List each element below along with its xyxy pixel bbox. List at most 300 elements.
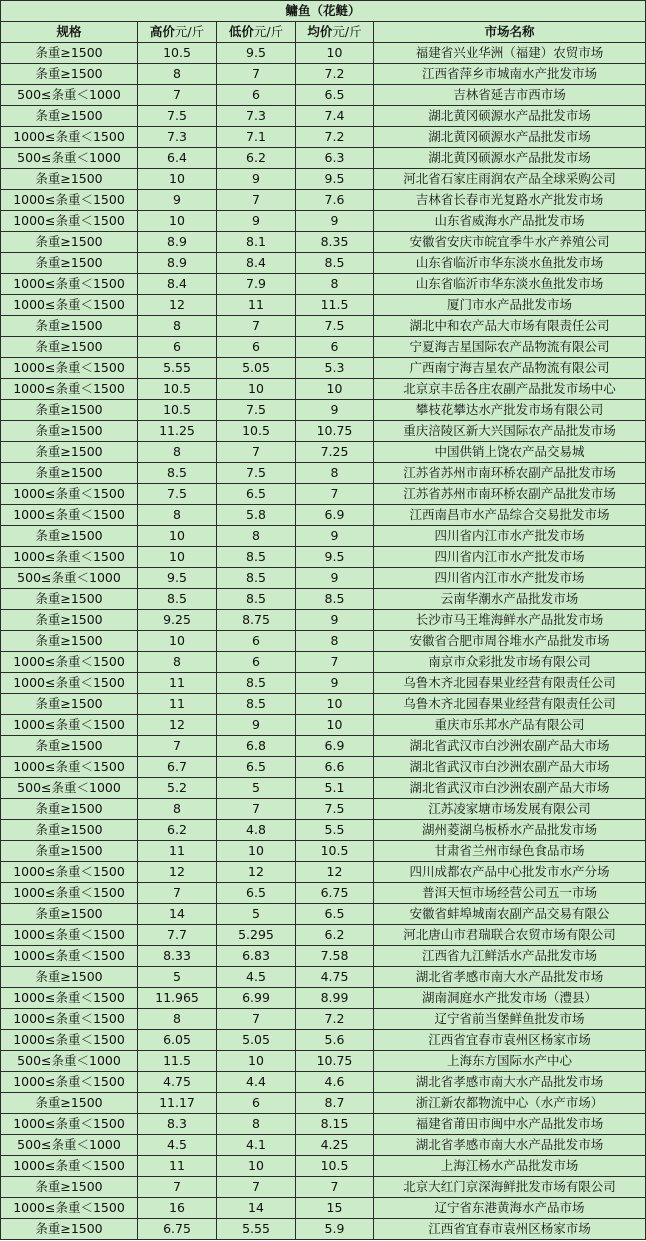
cell-spec: 条重≥1500	[1, 736, 138, 757]
cell-high-price: 8	[138, 64, 217, 85]
cell-spec: 条重≥1500	[1, 631, 138, 652]
cell-high-price: 4.75	[138, 1072, 217, 1093]
table-row	[1, 1093, 646, 1114]
cell-low-price: 4.5	[217, 967, 296, 988]
table-row	[1, 169, 646, 190]
cell-market: 四川省内江市水产批发市场	[374, 568, 646, 589]
cell-high-price: 11	[138, 1156, 217, 1177]
table-row	[1, 610, 646, 631]
cell-avg-price: 10	[296, 379, 374, 400]
cell-spec: 1000≤条重＜1500	[1, 1072, 138, 1093]
cell-low-price: 10	[217, 841, 296, 862]
cell-market: 河北唐山市君瑞联合农贸市场有限公司	[374, 925, 646, 946]
table-row	[1, 442, 646, 463]
cell-avg-price: 9	[296, 673, 374, 694]
cell-high-price: 10	[138, 631, 217, 652]
cell-low-price: 7.3	[217, 106, 296, 127]
cell-avg-price: 8	[296, 631, 374, 652]
cell-avg-price: 5.6	[296, 1030, 374, 1051]
cell-spec: 条重≥1500	[1, 316, 138, 337]
cell-market: 福建省兴业华洲（福建）农贸市场	[374, 43, 646, 64]
cell-spec: 条重≥1500	[1, 400, 138, 421]
table-row	[1, 883, 646, 904]
table-row	[1, 316, 646, 337]
cell-spec: 1000≤条重＜1500	[1, 988, 138, 1009]
cell-avg-price: 8.5	[296, 253, 374, 274]
table-row	[1, 64, 646, 85]
cell-market: 厦门市水产品批发市场	[374, 295, 646, 316]
cell-avg-price: 10.5	[296, 1156, 374, 1177]
cell-market: 安徽省合肥市周谷堆水产品批发市场	[374, 631, 646, 652]
cell-market: 中国供销上饶农产品交易城	[374, 442, 646, 463]
cell-avg-price: 12	[296, 862, 374, 883]
table-row	[1, 253, 646, 274]
cell-low-price: 7	[217, 799, 296, 820]
cell-low-price: 5.55	[217, 1219, 296, 1240]
cell-spec: 1000≤条重＜1500	[1, 715, 138, 736]
cell-high-price: 7.5	[138, 484, 217, 505]
cell-market: 湖南洞庭水产批发市场（澧县）	[374, 988, 646, 1009]
cell-low-price: 4.1	[217, 1135, 296, 1156]
cell-market: 安徽省蚌埠城南农副产品交易有限公	[374, 904, 646, 925]
cell-spec: 1000≤条重＜1500	[1, 946, 138, 967]
cell-spec: 条重≥1500	[1, 64, 138, 85]
table-row	[1, 652, 646, 673]
cell-spec: 条重≥1500	[1, 841, 138, 862]
cell-low-price: 12	[217, 862, 296, 883]
cell-spec: 500≤条重＜1000	[1, 1135, 138, 1156]
cell-avg-price: 10.5	[296, 841, 374, 862]
table-row	[1, 505, 646, 526]
table-row	[1, 589, 646, 610]
header-spec: 规格	[1, 22, 138, 43]
cell-market: 甘肃省兰州市绿色食品市场	[374, 841, 646, 862]
table-row	[1, 1198, 646, 1219]
cell-spec: 条重≥1500	[1, 169, 138, 190]
cell-spec: 500≤条重＜1000	[1, 148, 138, 169]
cell-avg-price: 6.3	[296, 148, 374, 169]
cell-spec: 1000≤条重＜1500	[1, 925, 138, 946]
cell-market: 山东省临沂市华东淡水鱼批发市场	[374, 253, 646, 274]
cell-market: 湖北省武汉市白沙洲农副产品大市场	[374, 757, 646, 778]
cell-spec: 条重≥1500	[1, 526, 138, 547]
table-row	[1, 295, 646, 316]
cell-high-price: 9.25	[138, 610, 217, 631]
cell-avg-price: 6.75	[296, 883, 374, 904]
cell-spec: 500≤条重＜1000	[1, 1051, 138, 1072]
cell-high-price: 8	[138, 316, 217, 337]
cell-spec: 1000≤条重＜1500	[1, 127, 138, 148]
cell-spec: 条重≥1500	[1, 967, 138, 988]
cell-spec: 条重≥1500	[1, 820, 138, 841]
cell-low-price: 8.5	[217, 568, 296, 589]
cell-low-price: 6.2	[217, 148, 296, 169]
header-avg-unit: 元/斤	[332, 24, 362, 39]
cell-low-price: 9	[217, 211, 296, 232]
cell-spec: 条重≥1500	[1, 232, 138, 253]
cell-high-price: 7.3	[138, 127, 217, 148]
table-row	[1, 421, 646, 442]
cell-low-price: 4.4	[217, 1072, 296, 1093]
cell-market: 江西南昌市水产品综合交易批发市场	[374, 505, 646, 526]
table-row	[1, 148, 646, 169]
cell-high-price: 5.55	[138, 358, 217, 379]
cell-market: 宁夏海吉星国际农产品物流有限公司	[374, 337, 646, 358]
cell-avg-price: 10.75	[296, 421, 374, 442]
cell-spec: 条重≥1500	[1, 1093, 138, 1114]
cell-spec: 条重≥1500	[1, 589, 138, 610]
cell-spec: 1000≤条重＜1500	[1, 211, 138, 232]
cell-low-price: 6.5	[217, 883, 296, 904]
cell-market: 湖州菱湖乌板桥水产品批发市场	[374, 820, 646, 841]
cell-low-price: 7.9	[217, 274, 296, 295]
cell-low-price: 8.75	[217, 610, 296, 631]
table-row	[1, 85, 646, 106]
cell-avg-price: 8	[296, 463, 374, 484]
cell-low-price: 8.5	[217, 694, 296, 715]
cell-high-price: 10	[138, 547, 217, 568]
cell-high-price: 10.5	[138, 400, 217, 421]
cell-low-price: 6	[217, 652, 296, 673]
cell-high-price: 10	[138, 211, 217, 232]
cell-high-price: 11.17	[138, 1093, 217, 1114]
cell-market: 普洱天恒市场经营公司五一市场	[374, 883, 646, 904]
cell-high-price: 8.5	[138, 463, 217, 484]
cell-avg-price: 8.99	[296, 988, 374, 1009]
cell-high-price: 8.5	[138, 589, 217, 610]
cell-low-price: 6.5	[217, 484, 296, 505]
cell-high-price: 16	[138, 1198, 217, 1219]
table-row	[1, 1114, 646, 1135]
cell-spec: 条重≥1500	[1, 43, 138, 64]
cell-market: 四川省内江市水产批发市场	[374, 547, 646, 568]
cell-low-price: 7	[217, 316, 296, 337]
cell-high-price: 8	[138, 442, 217, 463]
cell-spec: 1000≤条重＜1500	[1, 673, 138, 694]
cell-high-price: 7.5	[138, 106, 217, 127]
cell-high-price: 8	[138, 799, 217, 820]
cell-spec: 1000≤条重＜1500	[1, 1156, 138, 1177]
cell-high-price: 7	[138, 883, 217, 904]
header-high-label: 高价	[149, 24, 175, 39]
table-row	[1, 1009, 646, 1030]
cell-avg-price: 7.2	[296, 1009, 374, 1030]
cell-market: 安徽省安庆市皖宜季牛水产养殖公司	[374, 232, 646, 253]
cell-spec: 1000≤条重＜1500	[1, 505, 138, 526]
cell-market: 长沙市马王堆海鲜水产品批发市场	[374, 610, 646, 631]
cell-high-price: 6.05	[138, 1030, 217, 1051]
cell-avg-price: 15	[296, 1198, 374, 1219]
header-market: 市场名称	[374, 22, 646, 43]
cell-avg-price: 8	[296, 274, 374, 295]
cell-low-price: 10	[217, 1051, 296, 1072]
cell-avg-price: 11.5	[296, 295, 374, 316]
table-row	[1, 946, 646, 967]
header-high-unit: 元/斤	[174, 24, 205, 39]
cell-avg-price: 5.3	[296, 358, 374, 379]
cell-high-price: 6	[138, 337, 217, 358]
cell-market: 江西省宜春市袁州区杨家市场	[374, 1030, 646, 1051]
cell-low-price: 7	[217, 1009, 296, 1030]
cell-spec: 1000≤条重＜1500	[1, 295, 138, 316]
cell-spec: 500≤条重＜1000	[1, 568, 138, 589]
cell-market: 湖北黄冈硕源水产品批发市场	[374, 127, 646, 148]
cell-spec: 1000≤条重＜1500	[1, 358, 138, 379]
cell-market: 湖北中和农产品大市场有限责任公司	[374, 316, 646, 337]
cell-low-price: 5.05	[217, 358, 296, 379]
cell-high-price: 12	[138, 715, 217, 736]
cell-spec: 条重≥1500	[1, 799, 138, 820]
cell-avg-price: 7.2	[296, 127, 374, 148]
cell-market: 河北省石家庄雨润农产品全球采购公司	[374, 169, 646, 190]
cell-market: 乌鲁木齐北园春果业经营有限责任公司	[374, 694, 646, 715]
cell-market: 乌鲁木齐北园春果业经营有限责任公司	[374, 673, 646, 694]
table-row	[1, 631, 646, 652]
cell-low-price: 8.5	[217, 589, 296, 610]
table-row	[1, 988, 646, 1009]
cell-high-price: 6.4	[138, 148, 217, 169]
cell-spec: 1000≤条重＜1500	[1, 190, 138, 211]
table-row	[1, 274, 646, 295]
cell-avg-price: 10	[296, 715, 374, 736]
cell-low-price: 6	[217, 1093, 296, 1114]
cell-spec: 条重≥1500	[1, 1177, 138, 1198]
table-row	[1, 484, 646, 505]
cell-high-price: 8.3	[138, 1114, 217, 1135]
header-low-label: 低价	[228, 24, 254, 39]
cell-high-price: 8.33	[138, 946, 217, 967]
cell-market: 江西省宜春市袁州区杨家市场	[374, 1219, 646, 1240]
cell-high-price: 6.2	[138, 820, 217, 841]
cell-avg-price: 6.5	[296, 85, 374, 106]
cell-market: 云南华潮水产品批发市场	[374, 589, 646, 610]
cell-spec: 条重≥1500	[1, 694, 138, 715]
cell-low-price: 6	[217, 85, 296, 106]
header-high-price	[138, 22, 217, 43]
cell-high-price: 12	[138, 295, 217, 316]
cell-spec: 1000≤条重＜1500	[1, 862, 138, 883]
cell-spec: 1000≤条重＜1500	[1, 1114, 138, 1135]
cell-high-price: 11	[138, 673, 217, 694]
cell-avg-price: 4.75	[296, 967, 374, 988]
cell-market: 湖北省孝感市南大水产品批发市场	[374, 1135, 646, 1156]
cell-high-price: 7	[138, 85, 217, 106]
cell-market: 湖北黄冈硕源水产品批发市场	[374, 106, 646, 127]
cell-high-price: 11.5	[138, 1051, 217, 1072]
cell-avg-price: 9	[296, 610, 374, 631]
cell-market: 南京市众彩批发市场有限公司	[374, 652, 646, 673]
cell-low-price: 7	[217, 442, 296, 463]
cell-market: 湖北省武汉市白沙洲农副产品大市场	[374, 736, 646, 757]
cell-high-price: 8.9	[138, 232, 217, 253]
table-row	[1, 967, 646, 988]
cell-avg-price: 7.58	[296, 946, 374, 967]
cell-market: 北京京丰岳各庄农副产品批发市场中心	[374, 379, 646, 400]
cell-avg-price: 9	[296, 526, 374, 547]
cell-high-price: 7	[138, 1177, 217, 1198]
cell-low-price: 6.5	[217, 757, 296, 778]
table-row	[1, 190, 646, 211]
cell-low-price: 5.05	[217, 1030, 296, 1051]
header-low-unit: 元/斤	[253, 24, 284, 39]
cell-high-price: 5.2	[138, 778, 217, 799]
cell-avg-price: 9	[296, 400, 374, 421]
table-row	[1, 1072, 646, 1093]
cell-low-price: 8	[217, 526, 296, 547]
cell-market: 湖北省孝感市南大水产品批发市场	[374, 1072, 646, 1093]
cell-low-price: 8.4	[217, 253, 296, 274]
cell-low-price: 6.83	[217, 946, 296, 967]
cell-low-price: 7	[217, 1177, 296, 1198]
table-row	[1, 1156, 646, 1177]
cell-market: 江苏凌家塘市场发展有限公司	[374, 799, 646, 820]
cell-avg-price: 7.2	[296, 64, 374, 85]
cell-avg-price: 9	[296, 211, 374, 232]
cell-low-price: 10	[217, 1156, 296, 1177]
cell-market: 浙江新农都物流中心（水产市场）	[374, 1093, 646, 1114]
cell-avg-price: 7.4	[296, 106, 374, 127]
cell-market: 湖北省武汉市白沙洲农副产品大市场	[374, 778, 646, 799]
cell-spec: 500≤条重＜1000	[1, 85, 138, 106]
table-body	[1, 43, 646, 1240]
cell-avg-price: 6	[296, 337, 374, 358]
table-row	[1, 463, 646, 484]
table-row	[1, 568, 646, 589]
cell-market: 上海东方国际水产中心	[374, 1051, 646, 1072]
cell-high-price: 12	[138, 862, 217, 883]
cell-low-price: 7	[217, 190, 296, 211]
cell-spec: 1000≤条重＜1500	[1, 484, 138, 505]
cell-market: 攀枝花攀达水产批发市场有限公司	[374, 400, 646, 421]
cell-high-price: 6.7	[138, 757, 217, 778]
cell-spec: 500≤条重＜1000	[1, 778, 138, 799]
cell-avg-price: 7.6	[296, 190, 374, 211]
cell-low-price: 7.1	[217, 127, 296, 148]
header-row	[1, 22, 646, 43]
cell-low-price: 14	[217, 1198, 296, 1219]
cell-high-price: 8	[138, 652, 217, 673]
cell-avg-price: 10	[296, 694, 374, 715]
cell-market: 重庆市乐邦水产品有限公司	[374, 715, 646, 736]
table-row	[1, 778, 646, 799]
table-row	[1, 400, 646, 421]
cell-spec: 条重≥1500	[1, 442, 138, 463]
cell-low-price: 8.1	[217, 232, 296, 253]
cell-high-price: 9	[138, 190, 217, 211]
cell-high-price: 7	[138, 736, 217, 757]
cell-high-price: 8.4	[138, 274, 217, 295]
cell-market: 上海江杨水产品批发市场	[374, 1156, 646, 1177]
table-row	[1, 1135, 646, 1156]
cell-high-price: 6.75	[138, 1219, 217, 1240]
cell-avg-price: 7	[296, 484, 374, 505]
table-row	[1, 736, 646, 757]
cell-avg-price: 6.2	[296, 925, 374, 946]
cell-low-price: 5.8	[217, 505, 296, 526]
cell-avg-price: 5.9	[296, 1219, 374, 1240]
table-row	[1, 673, 646, 694]
cell-low-price: 7.5	[217, 463, 296, 484]
cell-low-price: 9	[217, 169, 296, 190]
cell-low-price: 5	[217, 778, 296, 799]
cell-market: 江苏省苏州市南环桥农副产品批发市场	[374, 484, 646, 505]
cell-market: 吉林省延吉市西市场	[374, 85, 646, 106]
cell-market: 辽宁省前当堡鲜鱼批发市场	[374, 1009, 646, 1030]
cell-avg-price: 9	[296, 568, 374, 589]
cell-avg-price: 4.6	[296, 1072, 374, 1093]
table-row	[1, 1030, 646, 1051]
cell-avg-price: 7	[296, 1177, 374, 1198]
cell-high-price: 9.5	[138, 568, 217, 589]
cell-avg-price: 5.5	[296, 820, 374, 841]
cell-low-price: 6.8	[217, 736, 296, 757]
cell-low-price: 7	[217, 64, 296, 85]
cell-avg-price: 6.5	[296, 904, 374, 925]
cell-low-price: 6	[217, 631, 296, 652]
cell-avg-price: 10	[296, 43, 374, 64]
header-low-price	[217, 22, 296, 43]
table-row	[1, 841, 646, 862]
cell-high-price: 8	[138, 1009, 217, 1030]
cell-spec: 1000≤条重＜1500	[1, 379, 138, 400]
cell-low-price: 9.5	[217, 43, 296, 64]
cell-spec: 1000≤条重＜1500	[1, 547, 138, 568]
cell-spec: 1000≤条重＜1500	[1, 1030, 138, 1051]
cell-spec: 1000≤条重＜1500	[1, 883, 138, 904]
table-row	[1, 862, 646, 883]
table-row	[1, 820, 646, 841]
cell-spec: 条重≥1500	[1, 106, 138, 127]
cell-market: 湖北省孝感市南大水产品批发市场	[374, 967, 646, 988]
cell-low-price: 6	[217, 337, 296, 358]
cell-high-price: 14	[138, 904, 217, 925]
table-row	[1, 799, 646, 820]
cell-low-price: 7.5	[217, 400, 296, 421]
cell-market: 山东省临沂市华东淡水鱼批发市场	[374, 274, 646, 295]
table-row	[1, 925, 646, 946]
cell-avg-price: 6.9	[296, 736, 374, 757]
table-row	[1, 211, 646, 232]
cell-low-price: 11	[217, 295, 296, 316]
cell-avg-price: 6.6	[296, 757, 374, 778]
cell-avg-price: 8.7	[296, 1093, 374, 1114]
cell-high-price: 11.965	[138, 988, 217, 1009]
table-row	[1, 694, 646, 715]
cell-high-price: 8.9	[138, 253, 217, 274]
cell-market: 四川省内江市水产批发市场	[374, 526, 646, 547]
cell-market: 辽宁省东港黄海水产品市场	[374, 1198, 646, 1219]
cell-market: 四川成都农产品中心批发市水产分场	[374, 862, 646, 883]
cell-avg-price: 7.5	[296, 316, 374, 337]
cell-low-price: 6.99	[217, 988, 296, 1009]
cell-avg-price: 7	[296, 652, 374, 673]
cell-spec: 条重≥1500	[1, 610, 138, 631]
cell-market: 北京大红门京深海鲜批发市场有限公司	[374, 1177, 646, 1198]
cell-low-price: 8.5	[217, 673, 296, 694]
cell-spec: 条重≥1500	[1, 463, 138, 484]
table-row	[1, 526, 646, 547]
cell-market: 湖北黄冈硕源水产品批发市场	[374, 148, 646, 169]
cell-avg-price: 7.25	[296, 442, 374, 463]
table-row	[1, 1219, 646, 1240]
table-row	[1, 358, 646, 379]
table-row	[1, 715, 646, 736]
cell-market: 江西省萍乡市城南水产批发市场	[374, 64, 646, 85]
cell-market: 福建省莆田市闽中水产品批发市场	[374, 1114, 646, 1135]
cell-avg-price: 5.1	[296, 778, 374, 799]
cell-low-price: 10	[217, 379, 296, 400]
cell-high-price: 11.25	[138, 421, 217, 442]
